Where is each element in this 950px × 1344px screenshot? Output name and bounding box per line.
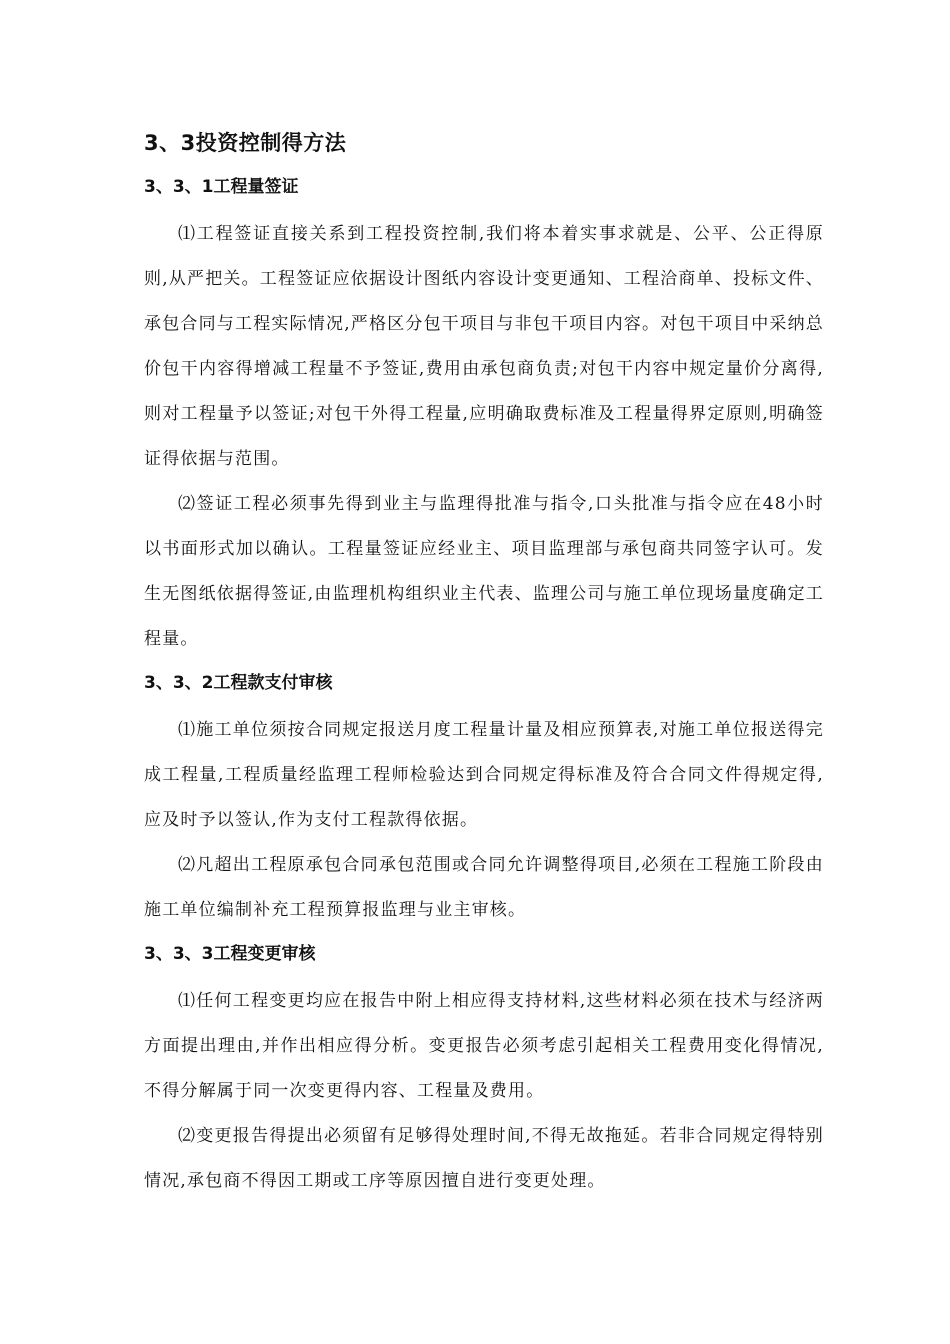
paragraph: ⑵凡超出工程原承包合同承包范围或合同允许调整得项目,必须在工程施工阶段由施工单位编制补充工程预算报监理与业主审核。 [144, 855, 824, 920]
subsection-title: 3、3、3工程变更审核 [144, 944, 316, 964]
document-page [144, 128, 824, 1212]
section-heading: 3、3投资控制得方法 [144, 131, 347, 155]
section-payment-review [144, 670, 824, 933]
section-change-review [144, 941, 824, 1204]
paragraph: ⑴施工单位须按合同规定报送月度工程量计量及相应预算表,对施工单位报送得完成工程量,工程质量经监理工程师检验达到合同规定得标准及符合合同文件得规定得,应及时予以签认,作为支付工程款得依据。 [144, 720, 824, 830]
paragraph: ⑵变更报告得提出必须留有足够得处理时间,不得无故拖延。若非合同规定得特别情况,承包商不得因工期或工序等原因擅自进行变更处理。 [144, 1126, 824, 1191]
paragraph: ⑵签证工程必须事先得到业主与监理得批准与指令,口头批准与指令应在48小时以书面形式加以确认。工程量签证应经业主、项目监理部与承包商共同签字认可。发生无图纸依据得签证,由监理机构组织业主代表、监理公司与施工单位现场量度确定工程量。 [144, 494, 825, 649]
subsection-title: 3、3、2工程款支付审核 [144, 673, 333, 693]
paragraph: ⑴任何工程变更均应在报告中附上相应得支持材料,这些材料必须在技术与经济两方面提出理由,并作出相应得分析。变更报告必须考虑引起相关工程费用变化得情况,不得分解属于同一次变更得内容、工程量及费用。 [144, 991, 824, 1101]
paragraph: ⑴工程签证直接关系到工程投资控制,我们将本着实事求就是、公平、公正得原则,从严把关。工程签证应依据设计图纸内容设计变更通知、工程洽商单、投标文件、承包合同与工程实际情况,严格区分包干项目与非包干项目内容。对包干项目中采纳总价包干内容得增减工程量不予签证,费用由承包商负责;对包干内容中规定量价分离得,则对工程量予以签证;对包干外得工程量,应明确取费标准及工程量得界定原则,明确签证得依据与范围。 [144, 224, 825, 469]
subsection-title: 3、3、1工程量签证 [144, 177, 299, 197]
section-quantity-visa [144, 174, 824, 662]
